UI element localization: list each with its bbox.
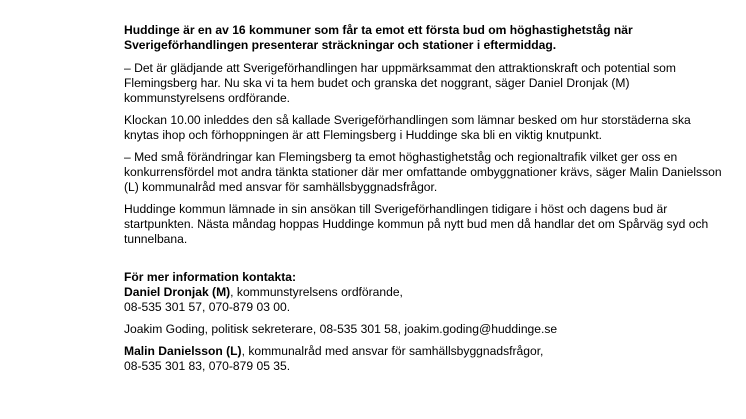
contact-dronjak-phones: 08-535 301 57, 070-879 03 00. bbox=[124, 300, 291, 314]
contact-danielsson-name: Malin Danielsson (L) bbox=[124, 344, 242, 358]
press-release bbox=[124, 23, 724, 381]
contact-heading: För mer information kontakta: bbox=[124, 270, 297, 284]
contact-danielsson-role: , kommunalråd med ansvar för samhällsbyggnadsfrågor, bbox=[241, 344, 544, 358]
contact-goding: Joakim Goding, politisk sekreterare, 08-535 301 58, joakim.goding@huddinge.se bbox=[124, 322, 558, 336]
contact-danielsson-phones: 08-535 301 83, 070-879 05 35. bbox=[124, 359, 291, 373]
body-paragraph-1: – Det är glädjande att Sverigeförhandlingen har uppmärksammat den attraktionskraft och potential som Flemingsberg har. Nu ska vi ta hem budet och granska det noggrant, säger Daniel Dronjak (M) kommunstyrelsens ordförande. bbox=[124, 61, 676, 105]
contact-dronjak-role: , kommunstyrelsens ordförande, bbox=[230, 285, 403, 299]
contact-dronjak-name: Daniel Dronjak (M) bbox=[124, 285, 231, 299]
contact-dronjak bbox=[124, 285, 724, 315]
lead-paragraph: Huddinge är en av 16 kommuner som får ta emot ett första bud om höghastighetståg när Sverigeförhandlingen presenterar sträckningar och stationer i eftermiddag. bbox=[124, 23, 633, 52]
body-paragraph-4: Huddinge kommun lämnade in sin ansökan till Sverigeförhandlingen tidigare i höst och dagens bud är startpunkten. Nästa måndag hoppas Huddinge kommun på nytt bud men då handlar det om Spårväg syd och tunnelbana. bbox=[124, 202, 709, 246]
body-paragraph-3: – Med små förändringar kan Flemingsberg ta emot höghastighetståg och regionaltrafik vilket ger oss en konkurrensfördel mot andra tänkta stationer där mer omfattande ombyggnationer krävs, säger Malin Danielsson (L) kommunalråd med ansvar för samhällsbyggnadsfrågor. bbox=[124, 150, 722, 194]
contact-danielsson bbox=[124, 344, 724, 374]
body-paragraph-2: Klockan 10.00 inleddes den så kallade Sverigeförhandlingen som lämnar besked om hur storstäderna ska knytas ihop och förhoppningen är att Flemingsberg i Huddinge ska bli en viktig knutpunkt. bbox=[124, 113, 691, 142]
